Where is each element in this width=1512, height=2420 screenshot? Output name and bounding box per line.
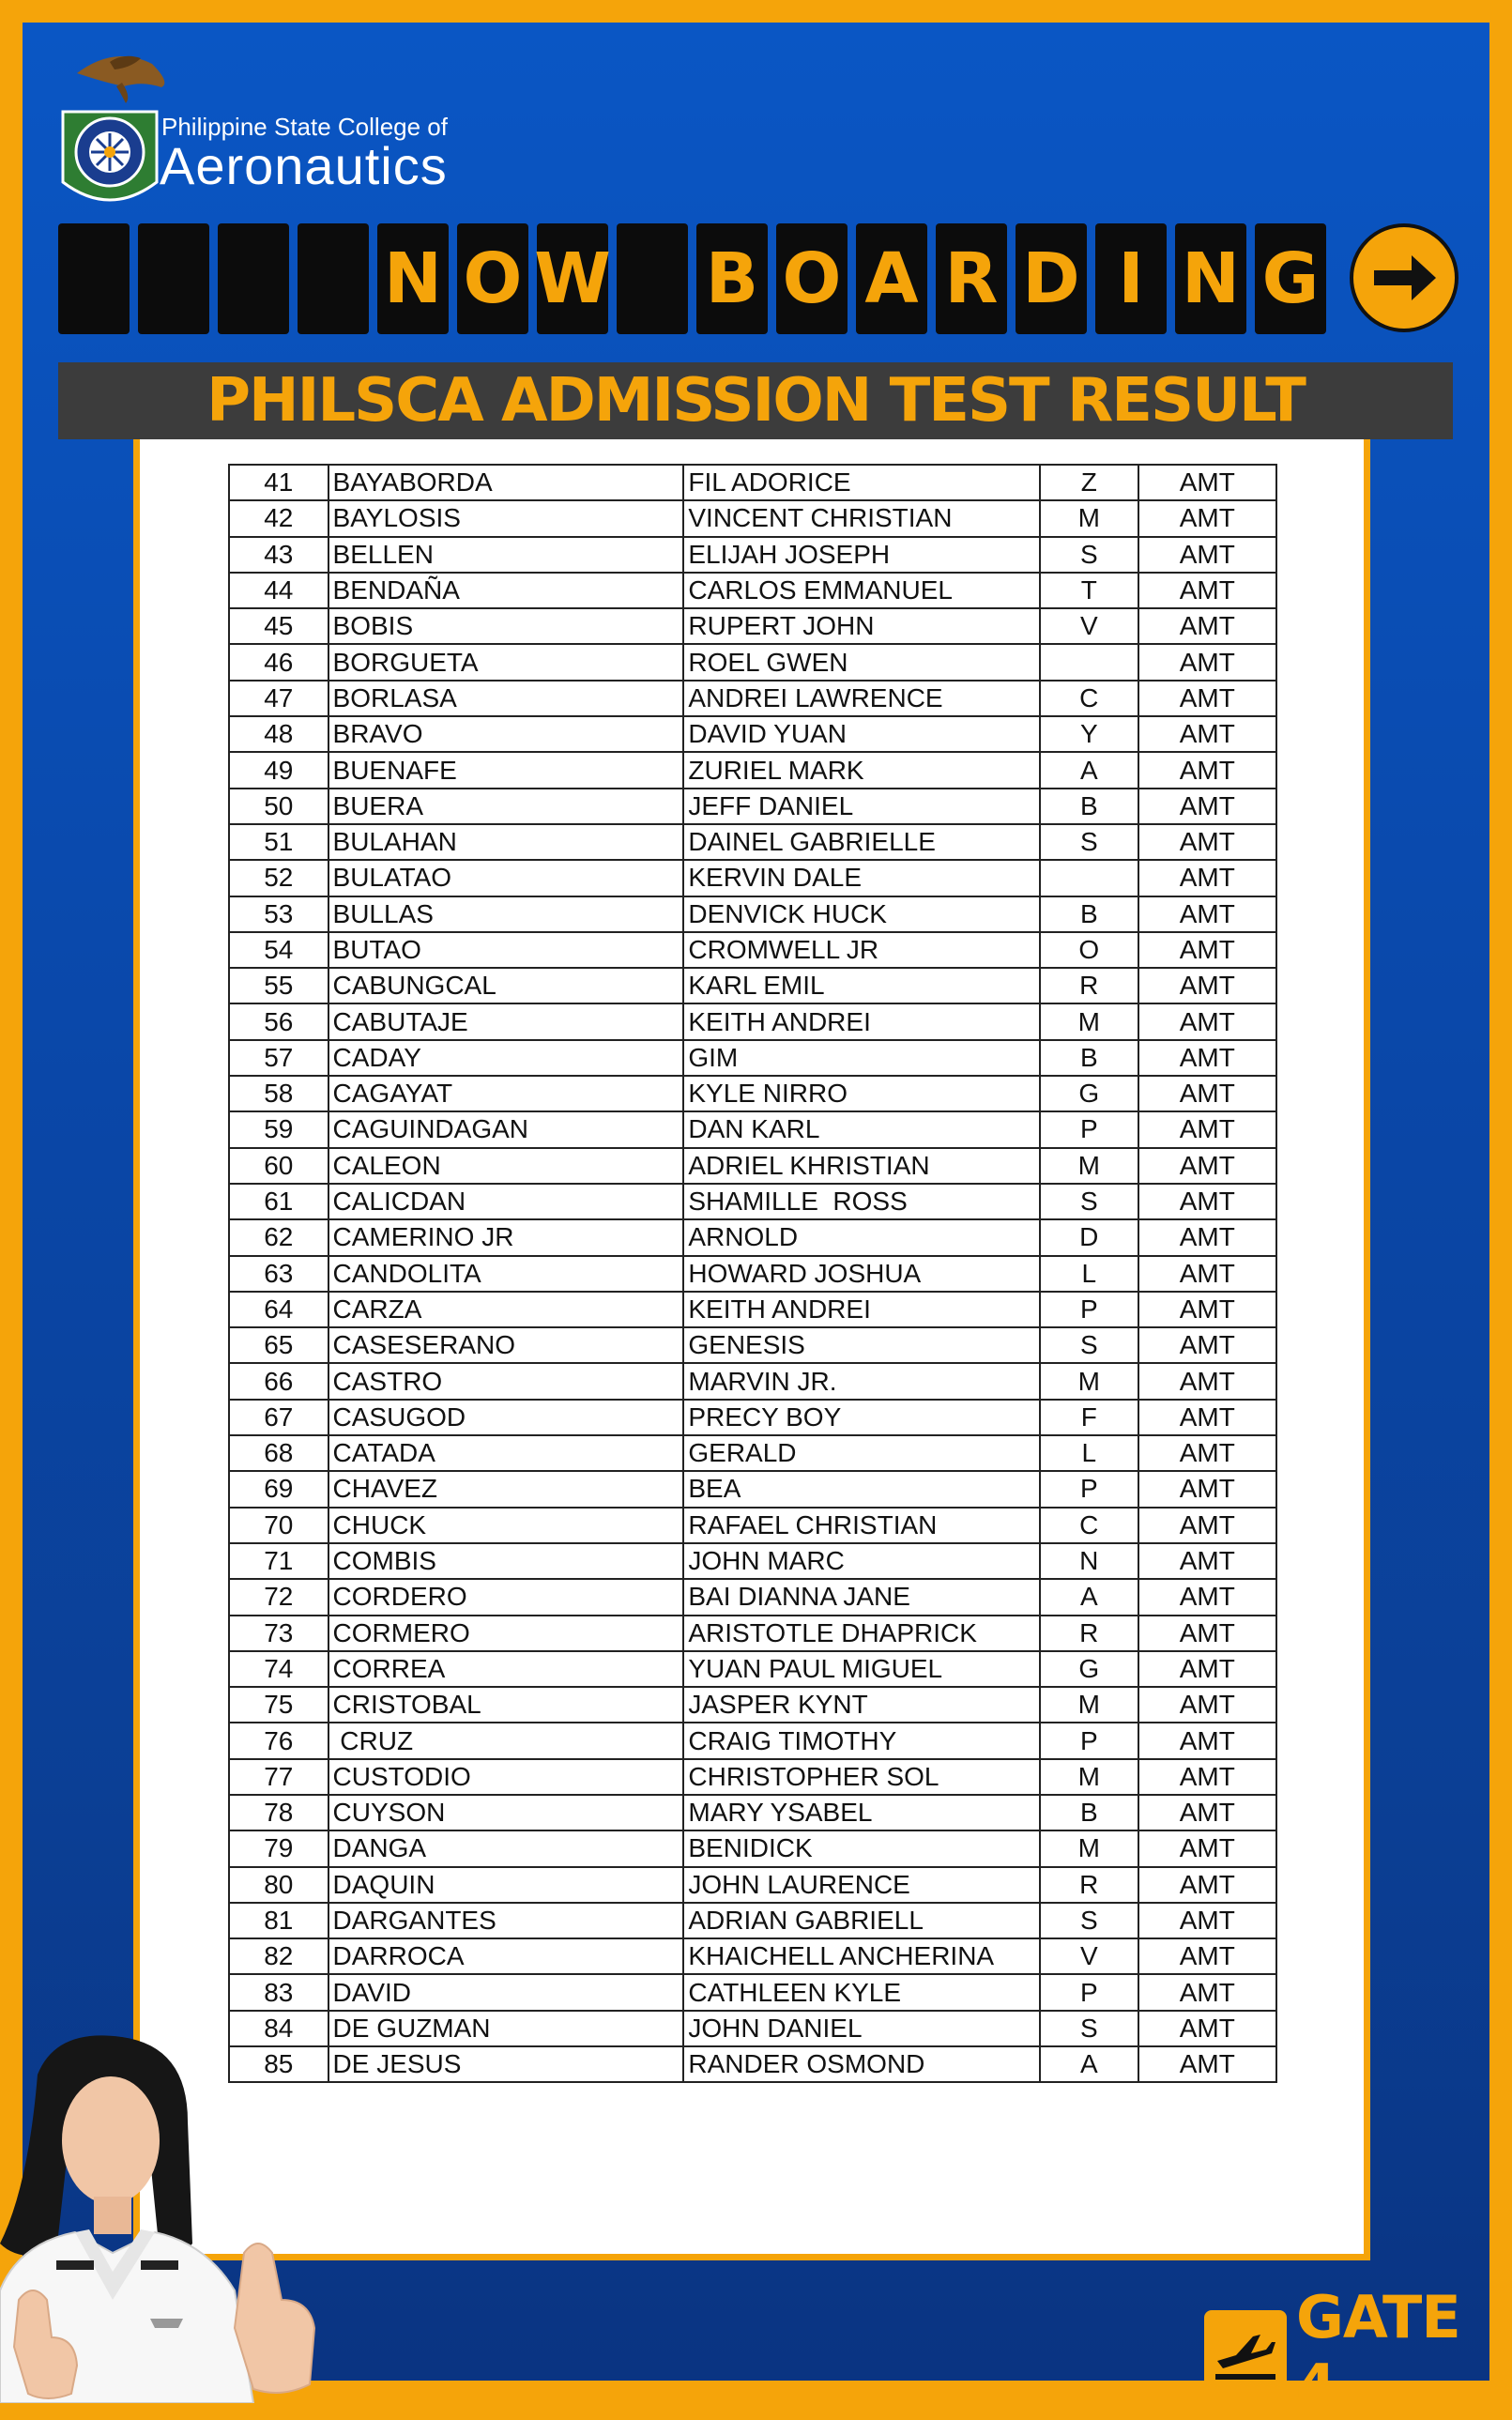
middle-initial: M bbox=[1040, 1830, 1138, 1866]
first-name: ELIJAH JOSEPH bbox=[683, 537, 1040, 573]
table-row bbox=[229, 1292, 1276, 1327]
table-row bbox=[229, 2011, 1276, 2046]
program: AMT bbox=[1138, 1256, 1276, 1292]
middle-initial: M bbox=[1040, 1687, 1138, 1723]
middle-initial: G bbox=[1040, 1651, 1138, 1687]
last-name: CASTRO bbox=[328, 1363, 684, 1399]
middle-initial: R bbox=[1040, 1867, 1138, 1903]
last-name: CATADA bbox=[328, 1435, 684, 1471]
last-name: CASESERANO bbox=[328, 1327, 684, 1363]
table-row bbox=[229, 1003, 1276, 1039]
gate-indicator bbox=[1204, 2283, 1512, 2420]
program: AMT bbox=[1138, 1867, 1276, 1903]
last-name: BAYLOSIS bbox=[328, 500, 684, 536]
program: AMT bbox=[1138, 1219, 1276, 1255]
last-name: CABUTAJE bbox=[328, 1003, 684, 1039]
row-number: 56 bbox=[229, 1003, 328, 1039]
board-tile: B bbox=[696, 223, 768, 334]
middle-initial: L bbox=[1040, 1435, 1138, 1471]
table-row bbox=[229, 644, 1276, 680]
first-name: GIM bbox=[683, 1040, 1040, 1076]
program: AMT bbox=[1138, 573, 1276, 608]
first-name: DAN KARL bbox=[683, 1111, 1040, 1147]
first-name: GENESIS bbox=[683, 1327, 1040, 1363]
first-name: ADRIAN GABRIELL bbox=[683, 1903, 1040, 1938]
middle-initial: S bbox=[1040, 1327, 1138, 1363]
first-name: KERVIN DALE bbox=[683, 860, 1040, 896]
middle-initial: P bbox=[1040, 1111, 1138, 1147]
first-name: GERALD bbox=[683, 1435, 1040, 1471]
board-tile bbox=[617, 223, 688, 334]
middle-initial: M bbox=[1040, 500, 1138, 536]
last-name: COMBIS bbox=[328, 1543, 684, 1579]
first-name: KARL EMIL bbox=[683, 968, 1040, 1003]
row-number: 55 bbox=[229, 968, 328, 1003]
first-name: VINCENT CHRISTIAN bbox=[683, 500, 1040, 536]
row-number: 65 bbox=[229, 1327, 328, 1363]
middle-initial: M bbox=[1040, 1363, 1138, 1399]
board-tile: O bbox=[457, 223, 528, 334]
row-number: 76 bbox=[229, 1723, 328, 1758]
program: AMT bbox=[1138, 1830, 1276, 1866]
table-row bbox=[229, 1974, 1276, 2010]
row-number: 61 bbox=[229, 1184, 328, 1219]
first-name: RAFAEL CHRISTIAN bbox=[683, 1508, 1040, 1543]
results-table bbox=[228, 464, 1277, 2083]
row-number: 79 bbox=[229, 1830, 328, 1866]
program: AMT bbox=[1138, 1400, 1276, 1435]
middle-initial: C bbox=[1040, 681, 1138, 716]
first-name: ROEL GWEN bbox=[683, 644, 1040, 680]
college-seal-icon bbox=[58, 107, 161, 220]
middle-initial: P bbox=[1040, 1974, 1138, 2010]
last-name: BOBIS bbox=[328, 608, 684, 644]
first-name: DAINEL GABRIELLE bbox=[683, 824, 1040, 860]
table-row bbox=[229, 1363, 1276, 1399]
table-row bbox=[229, 1184, 1276, 1219]
table-row bbox=[229, 932, 1276, 968]
table-row bbox=[229, 1256, 1276, 1292]
row-number: 42 bbox=[229, 500, 328, 536]
last-name: CHAVEZ bbox=[328, 1471, 684, 1507]
row-number: 44 bbox=[229, 573, 328, 608]
table-row bbox=[229, 1543, 1276, 1579]
program: AMT bbox=[1138, 1363, 1276, 1399]
row-number: 62 bbox=[229, 1219, 328, 1255]
board-tile: D bbox=[1016, 223, 1087, 334]
program: AMT bbox=[1138, 1471, 1276, 1507]
program: AMT bbox=[1138, 500, 1276, 536]
middle-initial: S bbox=[1040, 1184, 1138, 1219]
row-number: 50 bbox=[229, 789, 328, 824]
table-row bbox=[229, 752, 1276, 788]
program: AMT bbox=[1138, 644, 1276, 680]
row-number: 48 bbox=[229, 716, 328, 752]
program: AMT bbox=[1138, 789, 1276, 824]
middle-initial: A bbox=[1040, 1579, 1138, 1615]
middle-initial: M bbox=[1040, 1003, 1138, 1039]
last-name: CALICDAN bbox=[328, 1184, 684, 1219]
program: AMT bbox=[1138, 1543, 1276, 1579]
row-number: 72 bbox=[229, 1579, 328, 1615]
last-name: BELLEN bbox=[328, 537, 684, 573]
row-number: 69 bbox=[229, 1471, 328, 1507]
table-row bbox=[229, 1830, 1276, 1866]
program: AMT bbox=[1138, 716, 1276, 752]
last-name: DAQUIN bbox=[328, 1867, 684, 1903]
first-name: DENVICK HUCK bbox=[683, 896, 1040, 932]
last-name: BULAHAN bbox=[328, 824, 684, 860]
table-row bbox=[229, 1219, 1276, 1255]
table-row bbox=[229, 1040, 1276, 1076]
middle-initial: V bbox=[1040, 608, 1138, 644]
table-row bbox=[229, 1579, 1276, 1615]
first-name: JASPER KYNT bbox=[683, 1687, 1040, 1723]
first-name: BAI DIANNA JANE bbox=[683, 1579, 1040, 1615]
last-name: CADAY bbox=[328, 1040, 684, 1076]
middle-initial: G bbox=[1040, 1076, 1138, 1111]
row-number: 49 bbox=[229, 752, 328, 788]
last-name: BORGUETA bbox=[328, 644, 684, 680]
last-name: CAGUINDAGAN bbox=[328, 1111, 684, 1147]
first-name: ADRIEL KHRISTIAN bbox=[683, 1148, 1040, 1184]
board-tile: I bbox=[1095, 223, 1167, 334]
program: AMT bbox=[1138, 896, 1276, 932]
middle-initial: L bbox=[1040, 1256, 1138, 1292]
table-row bbox=[229, 681, 1276, 716]
table-row bbox=[229, 1435, 1276, 1471]
row-number: 45 bbox=[229, 608, 328, 644]
first-name: JOHN LAURENCE bbox=[683, 1867, 1040, 1903]
board-tile: G bbox=[1255, 223, 1326, 334]
middle-initial: A bbox=[1040, 752, 1138, 788]
row-number: 73 bbox=[229, 1616, 328, 1651]
last-name: CAMERINO JR bbox=[328, 1219, 684, 1255]
program: AMT bbox=[1138, 752, 1276, 788]
table-row bbox=[229, 2046, 1276, 2082]
row-number: 66 bbox=[229, 1363, 328, 1399]
middle-initial: R bbox=[1040, 968, 1138, 1003]
table-row bbox=[229, 1651, 1276, 1687]
table-row bbox=[229, 1400, 1276, 1435]
table-row bbox=[229, 1508, 1276, 1543]
board-tile bbox=[138, 223, 209, 334]
program: AMT bbox=[1138, 681, 1276, 716]
table-row bbox=[229, 1148, 1276, 1184]
program: AMT bbox=[1138, 1616, 1276, 1651]
middle-initial: B bbox=[1040, 1040, 1138, 1076]
board-tile: N bbox=[377, 223, 449, 334]
board-tile bbox=[58, 223, 130, 334]
program: AMT bbox=[1138, 1508, 1276, 1543]
first-name: BENIDICK bbox=[683, 1830, 1040, 1866]
table-row bbox=[229, 716, 1276, 752]
middle-initial: S bbox=[1040, 824, 1138, 860]
row-number: 47 bbox=[229, 681, 328, 716]
middle-initial: B bbox=[1040, 789, 1138, 824]
college-name: Aeronautics bbox=[160, 136, 448, 195]
table-row bbox=[229, 1076, 1276, 1111]
last-name: CARZA bbox=[328, 1292, 684, 1327]
middle-initial: M bbox=[1040, 1759, 1138, 1795]
first-name: PRECY BOY bbox=[683, 1400, 1040, 1435]
program: AMT bbox=[1138, 537, 1276, 573]
middle-initial: C bbox=[1040, 1508, 1138, 1543]
table-row bbox=[229, 1687, 1276, 1723]
middle-initial: Z bbox=[1040, 465, 1138, 500]
table-row bbox=[229, 1938, 1276, 1974]
table-row bbox=[229, 1759, 1276, 1795]
program: AMT bbox=[1138, 1759, 1276, 1795]
program: AMT bbox=[1138, 1687, 1276, 1723]
middle-initial: T bbox=[1040, 573, 1138, 608]
last-name: CORDERO bbox=[328, 1579, 684, 1615]
board-tile: W bbox=[537, 223, 608, 334]
row-number: 85 bbox=[229, 2046, 328, 2082]
last-name: CAGAYAT bbox=[328, 1076, 684, 1111]
row-number: 74 bbox=[229, 1651, 328, 1687]
table-row bbox=[229, 1111, 1276, 1147]
board-tile: R bbox=[936, 223, 1007, 334]
board-tile: N bbox=[1175, 223, 1246, 334]
row-number: 46 bbox=[229, 644, 328, 680]
last-name: BORLASA bbox=[328, 681, 684, 716]
last-name: BENDAÑA bbox=[328, 573, 684, 608]
first-name: SHAMILLE ROSS bbox=[683, 1184, 1040, 1219]
program: AMT bbox=[1138, 2011, 1276, 2046]
last-name: DE JESUS bbox=[328, 2046, 684, 2082]
program: AMT bbox=[1138, 860, 1276, 896]
table-row bbox=[229, 968, 1276, 1003]
row-number: 53 bbox=[229, 896, 328, 932]
page-title: PHILSCA ADMISSION TEST RESULT bbox=[58, 362, 1453, 439]
first-name: CATHLEEN KYLE bbox=[683, 1974, 1040, 2010]
row-number: 67 bbox=[229, 1400, 328, 1435]
row-number: 59 bbox=[229, 1111, 328, 1147]
middle-initial: S bbox=[1040, 2011, 1138, 2046]
first-name: JOHN MARC bbox=[683, 1543, 1040, 1579]
college-line: Philippine State College of bbox=[161, 113, 448, 141]
first-name: ZURIEL MARK bbox=[683, 752, 1040, 788]
table-row bbox=[229, 1327, 1276, 1363]
board-tile: O bbox=[776, 223, 848, 334]
row-number: 77 bbox=[229, 1759, 328, 1795]
row-number: 70 bbox=[229, 1508, 328, 1543]
last-name: CALEON bbox=[328, 1148, 684, 1184]
table-row bbox=[229, 1723, 1276, 1758]
first-name: FIL ADORICE bbox=[683, 465, 1040, 500]
first-name: MARY YSABEL bbox=[683, 1795, 1040, 1830]
arrow-right-icon bbox=[1350, 223, 1459, 332]
last-name: DARGANTES bbox=[328, 1903, 684, 1938]
middle-initial bbox=[1040, 644, 1138, 680]
middle-initial: P bbox=[1040, 1471, 1138, 1507]
program: AMT bbox=[1138, 1148, 1276, 1184]
middle-initial bbox=[1040, 860, 1138, 896]
row-number: 84 bbox=[229, 2011, 328, 2046]
first-name: JEFF DANIEL bbox=[683, 789, 1040, 824]
middle-initial: B bbox=[1040, 896, 1138, 932]
last-name: CRUZ bbox=[328, 1723, 684, 1758]
last-name: BULATAO bbox=[328, 860, 684, 896]
program: AMT bbox=[1138, 1579, 1276, 1615]
row-number: 68 bbox=[229, 1435, 328, 1471]
middle-initial: O bbox=[1040, 932, 1138, 968]
program: AMT bbox=[1138, 1903, 1276, 1938]
program: AMT bbox=[1138, 1003, 1276, 1039]
board-tile bbox=[218, 223, 289, 334]
middle-initial: V bbox=[1040, 1938, 1138, 1974]
program: AMT bbox=[1138, 1111, 1276, 1147]
table-row bbox=[229, 1903, 1276, 1938]
program: AMT bbox=[1138, 1076, 1276, 1111]
last-name: CUSTODIO bbox=[328, 1759, 684, 1795]
table-row bbox=[229, 824, 1276, 860]
first-name: ANDREI LAWRENCE bbox=[683, 681, 1040, 716]
row-number: 80 bbox=[229, 1867, 328, 1903]
first-name: MARVIN JR. bbox=[683, 1363, 1040, 1399]
program: AMT bbox=[1138, 1938, 1276, 1974]
program: AMT bbox=[1138, 2046, 1276, 2082]
row-number: 81 bbox=[229, 1903, 328, 1938]
table-row bbox=[229, 1471, 1276, 1507]
table-row bbox=[229, 465, 1276, 500]
middle-initial: P bbox=[1040, 1292, 1138, 1327]
middle-initial: R bbox=[1040, 1616, 1138, 1651]
last-name: BULLAS bbox=[328, 896, 684, 932]
program: AMT bbox=[1138, 824, 1276, 860]
program: AMT bbox=[1138, 1292, 1276, 1327]
row-number: 75 bbox=[229, 1687, 328, 1723]
table-row bbox=[229, 1795, 1276, 1830]
last-name: CABUNGCAL bbox=[328, 968, 684, 1003]
program: AMT bbox=[1138, 465, 1276, 500]
middle-initial: Y bbox=[1040, 716, 1138, 752]
row-number: 43 bbox=[229, 537, 328, 573]
gate-label: GATE 4 bbox=[1296, 2283, 1460, 2420]
last-name: DANGA bbox=[328, 1830, 684, 1866]
first-name: KEITH ANDREI bbox=[683, 1003, 1040, 1039]
first-name: YUAN PAUL MIGUEL bbox=[683, 1651, 1040, 1687]
program: AMT bbox=[1138, 1651, 1276, 1687]
program: AMT bbox=[1138, 968, 1276, 1003]
row-number: 71 bbox=[229, 1543, 328, 1579]
table-row bbox=[229, 1867, 1276, 1903]
last-name: BAYABORDA bbox=[328, 465, 684, 500]
row-number: 60 bbox=[229, 1148, 328, 1184]
table-row bbox=[229, 608, 1276, 644]
table-row bbox=[229, 573, 1276, 608]
first-name: ARISTOTLE DHAPRICK bbox=[683, 1616, 1040, 1651]
program: AMT bbox=[1138, 1723, 1276, 1758]
table-row bbox=[229, 1616, 1276, 1651]
last-name: BUERA bbox=[328, 789, 684, 824]
last-name: CUYSON bbox=[328, 1795, 684, 1830]
first-name: DAVID YUAN bbox=[683, 716, 1040, 752]
pilot-illustration bbox=[0, 2018, 375, 2403]
last-name: DAVID bbox=[328, 1974, 684, 2010]
program: AMT bbox=[1138, 1795, 1276, 1830]
program: AMT bbox=[1138, 1435, 1276, 1471]
middle-initial: A bbox=[1040, 2046, 1138, 2082]
program: AMT bbox=[1138, 1184, 1276, 1219]
middle-initial: D bbox=[1040, 1219, 1138, 1255]
first-name: RUPERT JOHN bbox=[683, 608, 1040, 644]
last-name: CORMERO bbox=[328, 1616, 684, 1651]
middle-initial: P bbox=[1040, 1723, 1138, 1758]
row-number: 58 bbox=[229, 1076, 328, 1111]
table-row bbox=[229, 789, 1276, 824]
last-name: DARROCA bbox=[328, 1938, 684, 1974]
table-row bbox=[229, 896, 1276, 932]
middle-initial: N bbox=[1040, 1543, 1138, 1579]
row-number: 54 bbox=[229, 932, 328, 968]
last-name: BRAVO bbox=[328, 716, 684, 752]
row-number: 52 bbox=[229, 860, 328, 896]
now-boarding-board bbox=[58, 223, 1326, 334]
first-name: CRAIG TIMOTHY bbox=[683, 1723, 1040, 1758]
program: AMT bbox=[1138, 608, 1276, 644]
program: AMT bbox=[1138, 1974, 1276, 2010]
middle-initial: S bbox=[1040, 537, 1138, 573]
first-name: KEITH ANDREI bbox=[683, 1292, 1040, 1327]
first-name: KYLE NIRRO bbox=[683, 1076, 1040, 1111]
last-name: BUENAFE bbox=[328, 752, 684, 788]
last-name: CHUCK bbox=[328, 1508, 684, 1543]
row-number: 41 bbox=[229, 465, 328, 500]
last-name: BUTAO bbox=[328, 932, 684, 968]
table-row bbox=[229, 500, 1276, 536]
row-number: 51 bbox=[229, 824, 328, 860]
first-name: ARNOLD bbox=[683, 1219, 1040, 1255]
first-name: CARLOS EMMANUEL bbox=[683, 573, 1040, 608]
middle-initial: F bbox=[1040, 1400, 1138, 1435]
program: AMT bbox=[1138, 932, 1276, 968]
program: AMT bbox=[1138, 1327, 1276, 1363]
row-number: 57 bbox=[229, 1040, 328, 1076]
first-name: BEA bbox=[683, 1471, 1040, 1507]
first-name: CHRISTOPHER SOL bbox=[683, 1759, 1040, 1795]
program: AMT bbox=[1138, 1040, 1276, 1076]
row-number: 64 bbox=[229, 1292, 328, 1327]
last-name: CORREA bbox=[328, 1651, 684, 1687]
first-name: CROMWELL JR bbox=[683, 932, 1040, 968]
first-name: RANDER OSMOND bbox=[683, 2046, 1040, 2082]
row-number: 82 bbox=[229, 1938, 328, 1974]
middle-initial: B bbox=[1040, 1795, 1138, 1830]
departure-plane-icon bbox=[1204, 2310, 1287, 2393]
first-name: KHAICHELL ANCHERINA bbox=[683, 1938, 1040, 1974]
row-number: 78 bbox=[229, 1795, 328, 1830]
row-number: 63 bbox=[229, 1256, 328, 1292]
last-name: CANDOLITA bbox=[328, 1256, 684, 1292]
first-name: JOHN DANIEL bbox=[683, 2011, 1040, 2046]
last-name: CASUGOD bbox=[328, 1400, 684, 1435]
board-tile: A bbox=[856, 223, 927, 334]
table-row bbox=[229, 860, 1276, 896]
table-row bbox=[229, 537, 1276, 573]
last-name: DE GUZMAN bbox=[328, 2011, 684, 2046]
row-number: 83 bbox=[229, 1974, 328, 2010]
middle-initial: M bbox=[1040, 1148, 1138, 1184]
middle-initial: S bbox=[1040, 1903, 1138, 1938]
board-tile bbox=[298, 223, 369, 334]
first-name: HOWARD JOSHUA bbox=[683, 1256, 1040, 1292]
last-name: CRISTOBAL bbox=[328, 1687, 684, 1723]
